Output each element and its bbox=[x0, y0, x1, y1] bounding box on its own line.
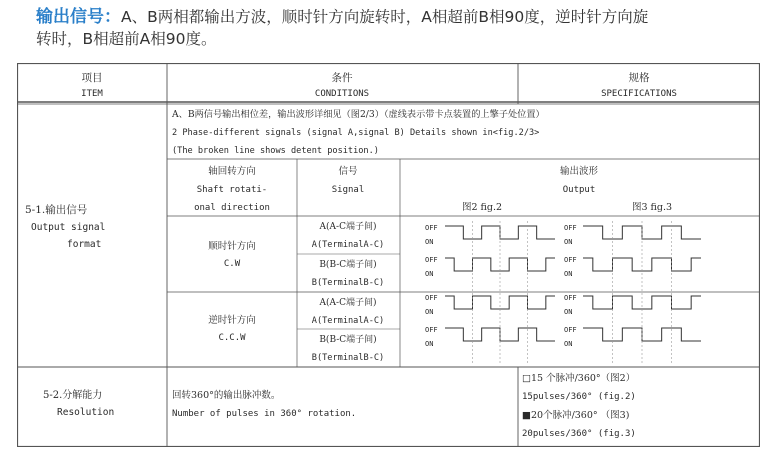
svg-text:OFF: OFF bbox=[425, 256, 438, 264]
cw-sigB-en: B(TerminalB-C) bbox=[311, 278, 385, 288]
row1-desc-cn: A、B两信号输出相位差，输出波形详细见（图2/3）（虚线表示带卡点装置的上擎子处位置） bbox=[172, 109, 545, 120]
fig2-off-on-labels bbox=[425, 224, 438, 348]
svg-text:ON: ON bbox=[425, 238, 434, 246]
ccw-sigA-cn: A(A-C端子间) bbox=[319, 298, 377, 308]
fig3-label: 图3 fig.3 bbox=[631, 202, 673, 213]
svg-text:ON: ON bbox=[564, 340, 573, 348]
header-spec-cn: 规格 bbox=[628, 72, 650, 84]
cw-sigA-en: A(TerminalA-C) bbox=[311, 240, 385, 250]
row1-desc-en-broken: (The broken line shows detent position.) bbox=[172, 146, 379, 156]
header-item-en: ITEM bbox=[81, 89, 103, 99]
signal-header-en: Signal bbox=[331, 185, 365, 195]
row2-spec1-en: 15pulses/360° (fig.2) bbox=[522, 392, 636, 402]
title-line1: A、B两相都输出方波，顺时针方向旋转时，A相超前B相90度，逆时针方向旋 bbox=[121, 8, 649, 26]
row2-item-en: Resolution bbox=[57, 407, 115, 418]
row1-item-cn: 5-1.输出信号 bbox=[25, 204, 88, 216]
svg-text:ON: ON bbox=[425, 340, 434, 348]
output-header-en: Output bbox=[562, 185, 596, 195]
svg-text:ON: ON bbox=[425, 308, 434, 316]
row1-item-en1: Output signal bbox=[31, 222, 106, 233]
fig2-label: 图2 fig.2 bbox=[461, 202, 503, 213]
ccw-sigA-en: A(TerminalA-C) bbox=[311, 316, 385, 326]
header-spec-en: SPECIFICATIONS bbox=[601, 89, 677, 99]
svg-text:OFF: OFF bbox=[425, 326, 438, 334]
row2-item-cn: 5-2.分解能力 bbox=[43, 390, 103, 401]
svg-text:ON: ON bbox=[425, 270, 434, 278]
spec-table bbox=[17, 63, 760, 447]
title-highlight: 输出信号： bbox=[36, 7, 121, 27]
title-block bbox=[36, 6, 756, 50]
row2-cond-cn: 回转360°的输出脉冲数。 bbox=[172, 390, 281, 401]
ccw-label-cn: 逆时针方向 bbox=[208, 315, 256, 326]
title-line2: 转时，B相超前A相90度。 bbox=[36, 30, 217, 48]
ccw-label-en: C.C.W bbox=[218, 333, 246, 343]
ccw-sigB-en: B(TerminalB-C) bbox=[311, 353, 385, 363]
cw-label-en: C.W bbox=[223, 259, 241, 269]
svg-text:ON: ON bbox=[564, 308, 573, 316]
svg-text:OFF: OFF bbox=[564, 256, 577, 264]
header-item-cn: 项目 bbox=[81, 72, 103, 84]
header-conditions-en: CONDITIONS bbox=[314, 89, 370, 99]
cw-sigA-cn: A(A-C端子间) bbox=[319, 222, 377, 232]
shaft-header-en1: Shaft rotati- bbox=[196, 185, 268, 195]
ccw-sigB-cn: B(B-C端子间) bbox=[319, 335, 377, 345]
shaft-header-cn: 轴回转方向 bbox=[208, 166, 256, 177]
svg-text:ON: ON bbox=[564, 270, 573, 278]
row2-spec2-en: 20pulses/360° (fig.3) bbox=[522, 429, 636, 439]
row2-cond-en: Number of pulses in 360° rotation. bbox=[172, 409, 357, 419]
svg-text:OFF: OFF bbox=[425, 294, 438, 302]
svg-text:OFF: OFF bbox=[425, 224, 438, 232]
row2-spec2-cn: ■20个脉冲/360° （图3) bbox=[522, 410, 630, 421]
svg-text:OFF: OFF bbox=[564, 294, 577, 302]
table-border bbox=[18, 64, 760, 447]
row2-spec1-cn: □15 个脉冲/360°（图2） bbox=[522, 373, 636, 384]
row1-item-en2: format bbox=[67, 239, 102, 250]
signal-header-cn: 信号 bbox=[338, 166, 358, 177]
output-header-cn: 输出波形 bbox=[559, 166, 599, 177]
header-conditions-cn: 条件 bbox=[331, 72, 353, 84]
cw-sigB-cn: B(B-C端子间) bbox=[319, 260, 377, 270]
cw-label-cn: 顺时针方向 bbox=[208, 241, 256, 252]
svg-text:ON: ON bbox=[564, 238, 573, 246]
shaft-header-en2: onal direction bbox=[194, 203, 270, 213]
svg-text:OFF: OFF bbox=[564, 326, 577, 334]
svg-text:OFF: OFF bbox=[564, 224, 577, 232]
row1-desc-en: 2 Phase-different signals (signal A,signal B) Details shown in<fig.2/3> bbox=[172, 128, 540, 138]
fig3-off-on-labels bbox=[564, 224, 577, 348]
